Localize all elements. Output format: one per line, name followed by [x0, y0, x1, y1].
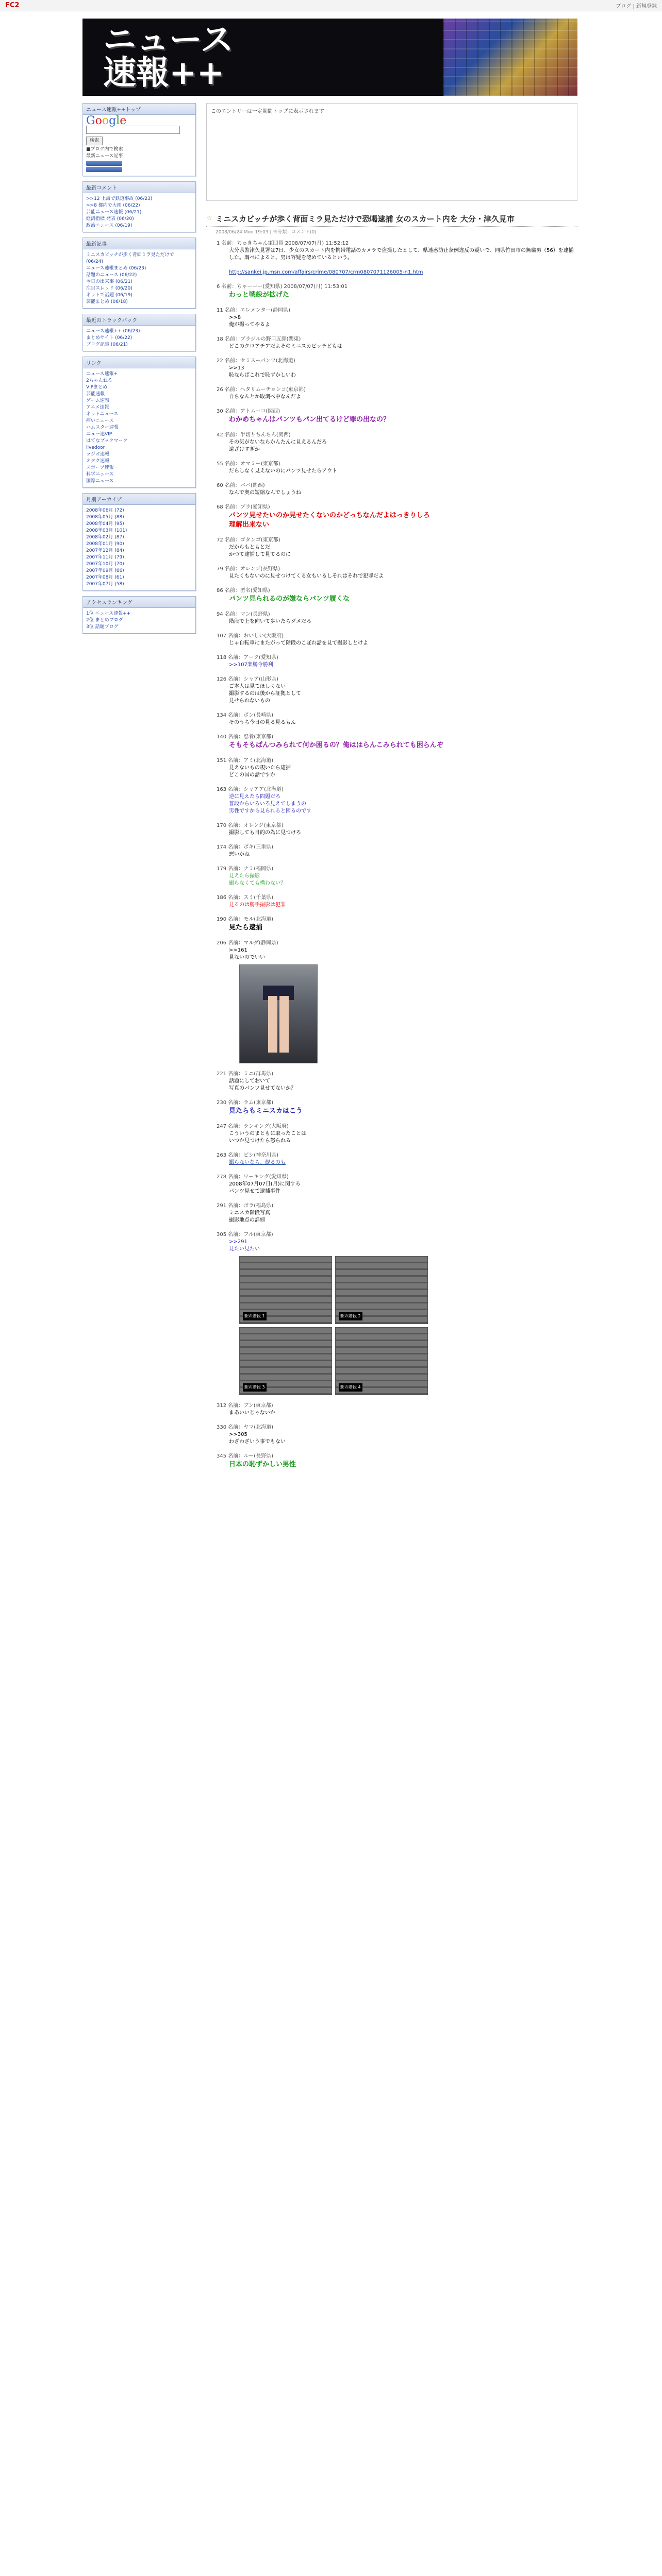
- comment-post: [217, 654, 577, 669]
- comment-post: [217, 734, 577, 750]
- sidebar-box: [82, 596, 196, 634]
- comment-header: 278 名前：ワーキング(愛知県): [217, 1174, 289, 1180]
- comment-body: >>13 恥ならばこれで恥ずかしいわ: [229, 365, 296, 378]
- sidebar-link[interactable]: 2008年03月 (101): [86, 528, 127, 533]
- comment-post: [217, 1453, 577, 1469]
- comment-body: こういうのまともに取ったことは いつか見つけたら怒られる: [229, 1131, 306, 1144]
- sidebar-link[interactable]: 2008年04月 (95): [86, 521, 124, 527]
- comment-post: [217, 894, 577, 909]
- street-photo: [239, 964, 318, 1063]
- sidebar-link[interactable]: はてなブックマーク: [86, 438, 128, 444]
- comment-body: わっと戦線が拡げた: [229, 291, 289, 299]
- sidebar-link[interactable]: ミニスカビッチが歩く背面ミラ見ただけで (06/24): [86, 252, 174, 264]
- comment-body: どこのクロアチアだよそのミニスカビッチどもは: [229, 344, 342, 349]
- sidebar-link[interactable]: ネットニュース: [86, 412, 119, 417]
- comment-body: まあいいじゃないか: [229, 1410, 275, 1416]
- sidebar-link[interactable]: ニュース速報まとめ (06/23): [86, 266, 146, 271]
- comment-header: 107 名前：おいしい(大阪府): [217, 633, 284, 639]
- sidebar-link[interactable]: まとめサイト (06/22): [86, 335, 133, 341]
- stairs-photo: [239, 1327, 332, 1395]
- comment-post: [217, 844, 577, 858]
- site-banner[interactable]: [82, 19, 577, 96]
- comment-post: [217, 482, 577, 497]
- comment-header: 86 名前：匿名(愛知県): [217, 588, 270, 594]
- top-bar: [0, 0, 662, 11]
- comment-header: 68 名前：ブラ(愛知県): [217, 504, 270, 510]
- comment-body: 日本の恥ずかしい男性: [229, 1461, 296, 1468]
- sidebar-link[interactable]: 国際ニュース: [86, 479, 114, 484]
- comment-header: 72 名前：ゴタンゴ(東京都): [217, 537, 280, 543]
- comment-body: 見たくもないのに見せつけてくる女もいるしそれはそれで犯罪だよ: [229, 573, 384, 579]
- comment-header: 291 名前：ボラ(福島県): [217, 1203, 274, 1209]
- sidebar-link[interactable]: 芸能ニュース速報 (06/21): [86, 210, 142, 215]
- comment-header: 305 名前：フル(東京都): [217, 1232, 273, 1238]
- comment-header: 186 名前：スミ(千葉県): [217, 895, 274, 901]
- comment-header: 190 名前：モル(北海道): [217, 917, 274, 922]
- comment-post: [217, 1152, 577, 1166]
- comment-header: 312 名前：ブン(東京都): [217, 1403, 273, 1409]
- photo-caption: 駅の階段 2: [339, 1312, 362, 1320]
- sidebar-box: [82, 181, 196, 232]
- photo-caption: 駅の階段 1: [243, 1312, 267, 1320]
- comment-body: 見えないもの覗いたら逮捕 どこの国の話ですか: [229, 765, 291, 778]
- comment-post: [217, 358, 577, 379]
- main-content: [206, 103, 577, 1477]
- search-option[interactable]: 最新ニュース記事: [86, 154, 123, 159]
- sidebar-box-title: アクセスランキング: [83, 597, 195, 608]
- comment-body: ミニスカ階段写真 撮影地点の詳細: [229, 1210, 270, 1223]
- sidebar-link[interactable]: 2007年10月 (70): [86, 562, 124, 567]
- comment-header: 55 名前：オマミー(東京都): [217, 461, 280, 467]
- comment-post: [217, 269, 577, 276]
- sidebar-link[interactable]: 経済指標 発表 (06/20): [86, 216, 134, 222]
- search-option[interactable]: ■ブログ内で検索: [86, 147, 123, 152]
- sidebar-link[interactable]: >>8 都内で大雨 (06/22): [86, 203, 140, 208]
- sidebar-link[interactable]: ブログ記事 (06/21): [86, 342, 128, 347]
- google-logo: Google: [86, 114, 127, 127]
- comment-body: >>305 わざわざいう事でもない: [229, 1432, 286, 1445]
- sidebar-link[interactable]: 2008年06月 (72): [86, 508, 124, 513]
- stairs-photo: [335, 1256, 428, 1324]
- sidebar-link[interactable]: 科学ニュース: [86, 472, 114, 477]
- sidebar-link[interactable]: 1位 ニュース速報++: [86, 611, 131, 616]
- comment-header: 151 名前：アミ(北海道): [217, 758, 274, 764]
- comment-post: [217, 587, 577, 604]
- sidebar-link[interactable]: >>12 上海で鉄道事故 (06/23): [86, 196, 153, 201]
- sidebar-link[interactable]: 2007年11月 (79): [86, 555, 124, 560]
- sidebar-link[interactable]: 芸能速報: [86, 392, 105, 397]
- comment-post: [217, 386, 577, 401]
- comment-header: 170 名前：オレンジ(東京都): [217, 823, 284, 828]
- comment-body: パンツ見られるのが嫌ならパンツ履くな: [229, 595, 350, 603]
- comment-post: [217, 432, 577, 453]
- stairs-photo-grid: [239, 1256, 577, 1395]
- comment-post: [217, 307, 577, 329]
- comment-body: >>291 見たい見たい: [229, 1239, 260, 1252]
- photo-caption: 駅の階段 3: [243, 1383, 267, 1392]
- comment-header: 30 名前：アトムーコ(関西): [217, 409, 280, 414]
- comment-post: [217, 822, 577, 837]
- comment-header: 79 名前：オレンジ(長野県): [217, 566, 280, 572]
- comment-body: そもそもぱんつみられて何か困るの？俺ははらんこみられても困らんぞ: [229, 741, 443, 749]
- comment-post: [217, 611, 577, 625]
- sidebar-box: [82, 357, 196, 488]
- comment-body: 撮影しても目的の為に見つけろ: [229, 830, 301, 836]
- search-button[interactable]: 検索: [86, 137, 103, 145]
- comment-header: 60 名前：ババ(関西): [217, 483, 265, 488]
- sidebar-link[interactable]: ニュース速報++ (06/23): [86, 329, 140, 334]
- comment-body: 2008年07月07日(月)に関する パンツ見せて逮捕事件: [229, 1181, 301, 1194]
- source-link[interactable]: http://sankei.jp.msn.com/affairs/crime/080707/crm0807071126005-n1.htm: [229, 269, 423, 275]
- comment-header: 230 名前：ラム(東京都): [217, 1100, 273, 1106]
- comment-body: 見たら逮捕: [229, 924, 263, 931]
- comment-post: [217, 1123, 577, 1145]
- rss-button[interactable]: [86, 161, 122, 166]
- sidebar-link[interactable]: 痛いニュース: [86, 418, 114, 423]
- comment-body: 見るのは勝手撮影は犯罪: [229, 902, 286, 908]
- comment-body: >>161 見ないのでいい: [229, 947, 265, 960]
- comment-post: [217, 566, 577, 580]
- sidebar-link[interactable]: 2ちゃんねる: [86, 378, 112, 383]
- sidebar-link[interactable]: ネットで話題 (06/19): [86, 293, 133, 298]
- comment-post: [217, 336, 577, 350]
- comment-body: そのうち今日の見る見るもん: [229, 720, 296, 725]
- banner-image: [443, 19, 577, 96]
- comment-header: 1 名前：ちゅきちゃん軍団員 2008/07/07(月) 11:52:12: [217, 241, 349, 246]
- comment-body: 話題にしておいて 写真のパンツ見せてないか？: [229, 1078, 296, 1091]
- sidebar-box-title: 月別アーカイブ: [83, 494, 195, 505]
- sidebar-link[interactable]: 芸能まとめ (06/18): [86, 299, 128, 304]
- comment-header: 330 名前：ヤマ(北海道): [217, 1425, 274, 1430]
- sidebar-link[interactable]: 注目スレッド (06/20): [86, 286, 133, 291]
- comment-header: 263 名前：ピシ(神奈川県): [217, 1153, 279, 1158]
- comment-post: [217, 1071, 577, 1092]
- comment-header: 26 名前：ヘタリムーチョンコ(東京都): [217, 387, 306, 393]
- sidebar-link[interactable]: 2007年08月 (61): [86, 575, 124, 580]
- sidebar-link[interactable]: 政治ニュース (06/19): [86, 223, 133, 228]
- comment-header: 206 名前：マルダ(静岡県): [217, 940, 278, 946]
- stairs-photo: [239, 1256, 332, 1324]
- comment-header: 163 名前：シャアア(北海道): [217, 787, 284, 792]
- top-bar-links[interactable]: ブログ | 新規登録: [616, 4, 657, 9]
- comment-body: その気がないならかんたんに見えるんだろ 遠ざけすぎか: [229, 439, 327, 452]
- comment-body: じゃ自転車にまたがって階段のこぼれ話を見て撮影しとけよ: [229, 640, 368, 646]
- sidebar-link[interactable]: 2008年02月 (87): [86, 535, 124, 540]
- search-box-title: ニュース速報++トップ: [83, 104, 195, 115]
- comment-body: >>107楽勝今勝利: [229, 662, 273, 668]
- sidebar-box-title: リンク: [83, 357, 195, 368]
- sidebar-link[interactable]: ハムスター速報: [86, 425, 119, 430]
- sidebar-link[interactable]: 2007年09月 (66): [86, 568, 124, 573]
- comment-post: [217, 537, 577, 558]
- photo-caption: 駅の階段 4: [339, 1383, 362, 1392]
- comment-header: 126 名前：シャア(山形県): [217, 676, 278, 682]
- comment-body: なんで奥の短縮なんでしょうね: [229, 490, 301, 496]
- sidebar-link[interactable]: 2007年12月 (84): [86, 548, 124, 553]
- sidebar-link[interactable]: アニメ速報: [86, 405, 109, 410]
- comment-header: 134 名前：ポン(長崎県): [217, 713, 274, 718]
- comment-post: [217, 712, 577, 726]
- sidebar-box: [82, 314, 196, 351]
- comment-post: [217, 757, 577, 779]
- comment-post: [217, 633, 577, 647]
- comment-header: 6 名前：ちゃーーー(愛知県) 2008/07/07(月) 11:53:01: [217, 284, 348, 290]
- sidebar-box: [82, 238, 196, 309]
- comment-post: [217, 916, 577, 933]
- comment-post: [217, 1202, 577, 1224]
- comment-body: ご本人は見てほしくない 撮影するのは後から証拠として 見せられないもの: [229, 684, 301, 704]
- sidebar-box: [82, 493, 196, 591]
- sidebar-box-title: 最新コメント: [83, 182, 195, 193]
- comment-post: [217, 940, 577, 1063]
- comment-post: [217, 1402, 577, 1417]
- fc2-logo[interactable]: FC2: [5, 2, 20, 9]
- notice-box: このエントリーは一定期間トップに表示されます: [206, 103, 577, 201]
- comment-body: >>8 俺が撮ってやるよ: [229, 315, 270, 328]
- bookmark-button[interactable]: [86, 167, 122, 172]
- comment-post: [217, 408, 577, 425]
- comment-post: [217, 240, 577, 262]
- sidebar-link[interactable]: 2007年07月 (58): [86, 582, 124, 587]
- comment-body: 見たらもミニスカはこう: [229, 1107, 303, 1115]
- sidebar-box-title: 最新記事: [83, 238, 195, 249]
- comment-body: だらしなく見えないのにパンツ見せたらアウト: [229, 468, 337, 474]
- comment-body: だからもともとだ かつて逮捕して見てるのに: [229, 545, 291, 557]
- comment-header: 140 名前：忍者(東京都): [217, 734, 274, 740]
- sidebar-link[interactable]: 2位 まとめブログ: [86, 618, 123, 623]
- comment-post: [217, 786, 577, 815]
- comment-header: 118 名前：アーク(愛知県): [217, 655, 278, 660]
- sidebar-link[interactable]: 3位 話題ブログ: [86, 624, 119, 630]
- sidebar-link[interactable]: ニュー速VIP: [86, 432, 112, 437]
- site-title: ニュース 速報++: [103, 21, 234, 92]
- comment-post: [217, 866, 577, 887]
- comment-post: [217, 504, 577, 530]
- comment-header: 42 名前：半切りちんちん(関西): [217, 432, 291, 438]
- entry-meta: 2008/06/24 Mon 19:03 | 未分類 | コメント(0): [216, 230, 317, 235]
- source-link[interactable]: 撮らないなら、観るのも: [229, 1160, 286, 1165]
- comment-header: 345 名前：ルー(長野県): [217, 1453, 274, 1459]
- search-box: [82, 103, 196, 176]
- comment-body: 悪いかね: [229, 852, 250, 857]
- sidebar-link[interactable]: 2008年01月 (90): [86, 541, 124, 547]
- sidebar-link[interactable]: VIPまとめ: [86, 385, 108, 390]
- sidebar-link[interactable]: ゲーム速報: [86, 398, 110, 403]
- sidebar-link[interactable]: 今日の出来事 (06/21): [86, 279, 133, 284]
- comment-header: 11 名前：エレメンター(静岡県): [217, 308, 291, 313]
- comment-header: 247 名前：ランキング(大阪府): [217, 1124, 289, 1129]
- stairs-photo: [335, 1327, 428, 1395]
- comment-body: 階段で上を向いて歩いたらダメだろ: [229, 619, 311, 624]
- sidebar-box-title: 最近のトラックバック: [83, 314, 195, 326]
- comment-post: [217, 1174, 577, 1195]
- comment-thread: [206, 240, 577, 1469]
- sidebar-link[interactable]: スポーツ速報: [86, 465, 114, 470]
- comment-body: 自ちなんとか取調べ中なんだよ: [229, 394, 301, 400]
- sidebar-link[interactable]: livedoor: [86, 445, 105, 450]
- comment-header: 179 名前：ナミ(福岡県): [217, 866, 274, 872]
- comment-header: 221 名前：ミニ(群馬県): [217, 1071, 274, 1077]
- comment-post: [217, 676, 577, 705]
- comment-post: [217, 461, 577, 475]
- comment-post: [217, 1099, 577, 1116]
- comment-body: 大分県警津久見署は7日、少女のスカート内を携帯電話のカメラで盗撮したとして、県迷惑防止条例違反の疑いで、同県竹田市の無職男（56）を逮捕した。調べによると、男は容疑を認めているという。: [229, 248, 574, 261]
- star-icon: ☆: [206, 214, 212, 222]
- entry-title[interactable]: ☆ ミニスカビッチが歩く背面ミラ見ただけで恐喝逮捕 女のスカート内を 大分・津久見市: [206, 211, 577, 227]
- comment-body: わかめちゃんはパンツもパン出てるけど罪の出なの？: [229, 416, 390, 423]
- comment-header: 22 名前：セミスーパンツ(北海道): [217, 358, 295, 364]
- comment-body: 逆に見えたら問題だろ 普段からいろいろ見えてしまうの 男性ですから見られると困るのです: [229, 794, 311, 814]
- sidebar-link[interactable]: 2008年05月 (88): [86, 515, 124, 520]
- comment-header: 174 名前：ボキ(三重県): [217, 844, 274, 850]
- comment-post: [217, 283, 577, 300]
- sidebar-link[interactable]: ニュース速報+: [86, 371, 118, 377]
- sidebar-link[interactable]: ラジオ速報: [86, 452, 110, 457]
- comment-body: 見えたら撮影 撮らなくても構わない？: [229, 873, 286, 886]
- comment-post: [217, 1231, 577, 1395]
- comment-post: [217, 1424, 577, 1446]
- comment-header: 94 名前：マン(長野県): [217, 612, 270, 617]
- comment-body: パンツ見せたいのか見せたくないのかどっちなんだよはっきりしろ 理解出来ない: [229, 512, 430, 529]
- sidebar-link[interactable]: オタク速報: [86, 459, 110, 464]
- sidebar: [82, 103, 196, 639]
- sidebar-link[interactable]: 話題のニュース (06/22): [86, 273, 137, 278]
- comment-header: 18 名前：ブラジルの野口五郎(関東): [217, 336, 301, 342]
